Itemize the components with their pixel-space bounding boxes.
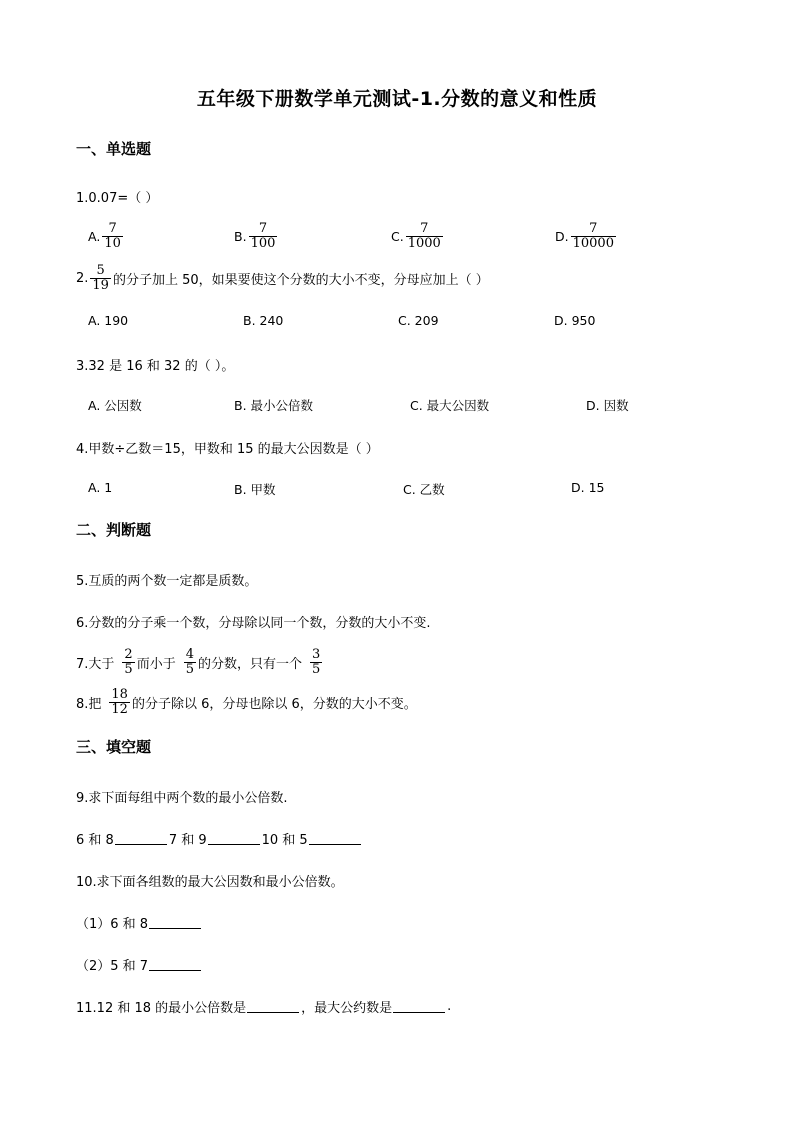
q2-option-d[interactable]: D. 950 [554, 313, 596, 328]
answer-blank[interactable] [247, 1000, 299, 1013]
section-heading-single-choice: 一、单选题 [76, 140, 152, 158]
q3-option-a[interactable]: A. 公因数 [88, 398, 142, 413]
q4-option-d[interactable]: D. 15 [571, 480, 605, 495]
question-11: 11.12 和 18 的最小公倍数是 ，最大公约数是 . [76, 999, 452, 1016]
q4-option-a[interactable]: A. 1 [88, 480, 113, 495]
question-8: 8.把 $\frac{18}{12}$ 的分子除以 6，分母也除以 6，分数的大小不变。 [76, 687, 417, 717]
q1-option-a[interactable] [88, 222, 125, 251]
question-2: 2. $\frac{5}{19}$ 的分子加上 50，如果要使这个分数的大小不变，分母应加上（ ） [76, 263, 489, 293]
question-1: 1.0.07=（ ） [76, 191, 159, 206]
fraction: $\frac{5}{19}$ [92, 263, 109, 293]
fraction: $\frac{3}{5}$ [312, 647, 321, 677]
q2-option-c[interactable]: C. 209 [398, 313, 439, 328]
answer-blank[interactable] [115, 832, 167, 845]
answer-blank[interactable] [149, 958, 201, 971]
option-label: D. [555, 229, 569, 244]
fraction: $\frac{7}{10}$ [104, 221, 121, 251]
q3-option-c[interactable]: C. 最大公因数 [410, 398, 490, 413]
answer-blank[interactable] [149, 916, 201, 929]
question-6: 6.分数的分子乘一个数，分母除以同一个数，分数的大小不变. [76, 616, 431, 631]
fraction: $\frac{2}{5}$ [124, 647, 133, 677]
option-label: A. [88, 229, 101, 244]
q1-option-b[interactable] [234, 222, 279, 251]
option-label: B. [234, 229, 247, 244]
page-title: 五年级下册数学单元测试-1.分数的意义和性质 [196, 88, 598, 110]
question-9-items: 6 和 8 7 和 9 10 和 5 [76, 829, 363, 848]
question-10-item-1: （1）6 和 8 [76, 913, 203, 932]
question-3: 3.32 是 16 和 32 的（ ）。 [76, 359, 235, 374]
q3-option-b[interactable]: B. 最小公倍数 [234, 398, 314, 413]
section-heading-true-false: 二、判断题 [76, 521, 152, 539]
answer-blank[interactable] [208, 832, 260, 845]
q4-option-c[interactable]: C. 乙数 [403, 482, 445, 497]
question-10-item-2: （2）5 和 7 [76, 955, 203, 974]
answer-blank[interactable] [393, 1000, 445, 1013]
q2-option-a[interactable]: A. 190 [88, 313, 129, 328]
q3-option-d[interactable]: D. 因数 [586, 398, 629, 413]
q1-option-d[interactable] [555, 222, 618, 251]
option-label: C. [391, 229, 404, 244]
fraction: $\frac{4}{5}$ [185, 647, 194, 677]
question-7: 7.大于 $\frac{2}{5}$ 而小于 $\frac{4}{5}$ 的分数，只有一个 $\frac{3}{5}$ [76, 647, 321, 677]
section-heading-fill-in: 三、填空题 [76, 738, 152, 756]
fraction: $\frac{7}{1000}$ [407, 221, 441, 251]
q4-option-b[interactable]: B. 甲数 [234, 482, 276, 497]
fraction: $\frac{18}{12}$ [111, 687, 128, 717]
question-4: 4.甲数÷乙数＝15，甲数和 15 的最大公因数是（ ） [76, 442, 379, 457]
fraction: $\frac{7}{10000}$ [572, 221, 614, 251]
fraction: $\frac{7}{100}$ [250, 221, 276, 251]
question-10: 10.求下面各组数的最大公因数和最小公倍数。 [76, 875, 344, 890]
q2-option-b[interactable]: B. 240 [243, 313, 284, 328]
answer-blank[interactable] [309, 832, 361, 845]
q1-option-c[interactable] [391, 222, 445, 251]
question-5: 5.互质的两个数一定都是质数。 [76, 574, 258, 589]
question-9: 9.求下面每组中两个数的最小公倍数. [76, 791, 288, 806]
